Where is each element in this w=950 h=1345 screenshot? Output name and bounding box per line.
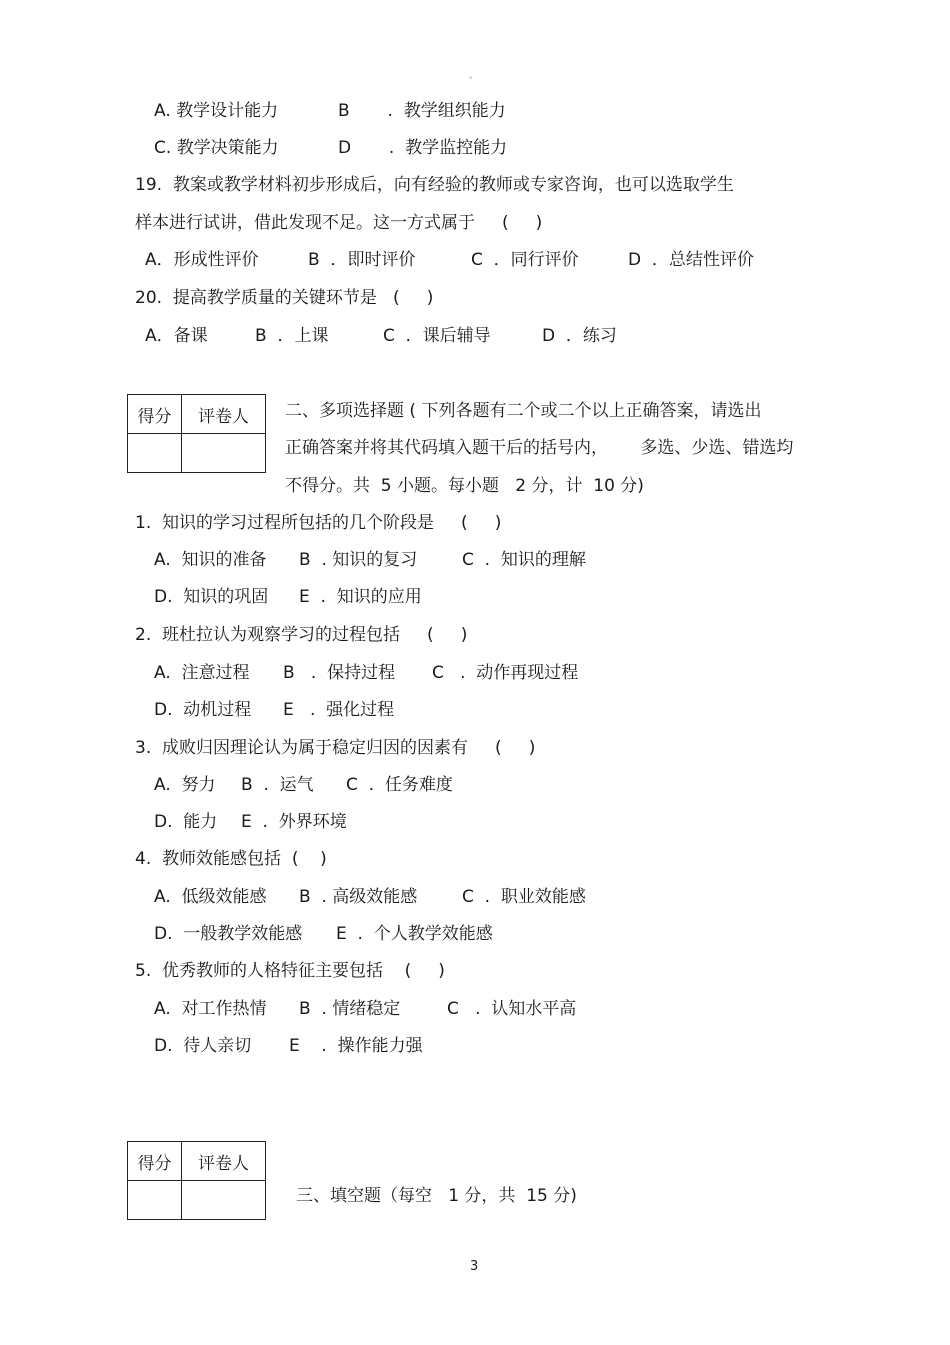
mq2-option: E . 强化过程 (283, 700, 395, 720)
mq2-option: B . 保持过程 (283, 663, 396, 683)
mq3-option: D. 能力 (154, 812, 218, 832)
q20-option-d: D ．练习 (542, 326, 617, 346)
q19-option-c: C ．同行评价 (471, 250, 579, 270)
grader-label: 评卷人 (182, 1142, 266, 1181)
grader-label: 评卷人 (182, 395, 266, 434)
mq3-option: C . 任务难度 (346, 775, 453, 795)
option-a: A. 教学设计能力 (154, 101, 279, 121)
page-number: 3 (470, 1259, 479, 1274)
header-mark: 。 (469, 71, 479, 81)
mq4-option: C . 职业效能感 (462, 887, 586, 907)
score-cell[interactable] (128, 1181, 182, 1220)
option-b: B . 教学组织能力 (338, 101, 506, 121)
mq5-stem: 5. 优秀教师的人格特征主要包括 ( ) (135, 961, 445, 981)
mq4-option: B . 高级效能感 (299, 887, 418, 907)
question-19-line1: 19. 教案或教学材料初步形成后，向有经验的教师或专家咨询，也可以选取学生 (135, 175, 734, 195)
question-19-line2: 样本进行试讲，借此发现不足。这一方式属于 ( ) (135, 213, 543, 233)
mq1-option: D. 知识的巩固 (154, 587, 269, 607)
mq5-option: D. 待人亲切 (154, 1036, 252, 1056)
section2-heading-line2: 正确答案并将其代码填入题干后的括号内， 多选、少选、错选均 (285, 438, 794, 458)
mq4-stem: 4. 教师效能感包括 ( ) (135, 849, 327, 869)
mq3-option: A. 努力 (154, 775, 216, 795)
score-label: 得分 (128, 395, 182, 434)
section2-heading-line3: 不得分。共 5 小题。每小题 2 分，计 10 分) (285, 476, 644, 496)
mq2-stem: 2. 班杜拉认为观察学习的过程包括 ( ) (135, 625, 468, 645)
mq5-option: A. 对工作热情 (154, 999, 267, 1019)
mq4-option: A. 低级效能感 (154, 887, 267, 907)
q19-option-a: A．形成性评价 (145, 250, 259, 270)
mq4-option: D. 一般教学效能感 (154, 924, 303, 944)
option-c: C. 教学决策能力 (154, 138, 279, 158)
mq4-option: E . 个人教学效能感 (336, 924, 493, 944)
mq2-option: C . 动作再现过程 (432, 663, 579, 683)
option-d: D . 教学监控能力 (338, 138, 508, 158)
score-box-section3 (127, 1141, 266, 1220)
score-label: 得分 (128, 1142, 182, 1181)
mq1-stem: 1. 知识的学习过程所包括的几个阶段是 ( ) (135, 513, 502, 533)
mq3-option: E . 外界环境 (241, 812, 347, 832)
mq1-option: A. 知识的准备 (154, 550, 267, 570)
q19-option-d: D ．总结性评价 (628, 250, 754, 270)
mq2-option: D. 动机过程 (154, 700, 252, 720)
grader-cell[interactable] (182, 434, 266, 473)
q19-option-b: B ．即时评价 (308, 250, 416, 270)
mq5-option: C . 认知水平高 (447, 999, 577, 1019)
mq1-option: C . 知识的理解 (462, 550, 586, 570)
score-box-section2 (127, 394, 266, 473)
mq5-option: E . 操作能力强 (289, 1036, 423, 1056)
question-20: 20. 提高教学质量的关键环节是 ( ) (135, 288, 434, 308)
mq1-option: E . 知识的应用 (299, 587, 422, 607)
score-cell[interactable] (128, 434, 182, 473)
mq5-option: B . 情绪稳定 (299, 999, 401, 1019)
grader-cell[interactable] (182, 1181, 266, 1220)
section2-heading-line1: 二、多项选择题 ( 下列各题有二个或二个以上正确答案，请选出 (285, 401, 762, 421)
q20-option-b: B ．上课 (255, 326, 329, 346)
q20-option-c: C ．课后辅导 (383, 326, 491, 346)
mq1-option: B . 知识的复习 (299, 550, 418, 570)
section3-heading: 三、填空题（每空 1 分，共 15 分) (296, 1186, 577, 1206)
mq3-option: B . 运气 (241, 775, 314, 795)
mq3-stem: 3. 成败归因理论认为属于稳定归因的因素有 ( ) (135, 738, 536, 758)
mq2-option: A. 注意过程 (154, 663, 250, 683)
q20-option-a: A．备课 (145, 326, 208, 346)
